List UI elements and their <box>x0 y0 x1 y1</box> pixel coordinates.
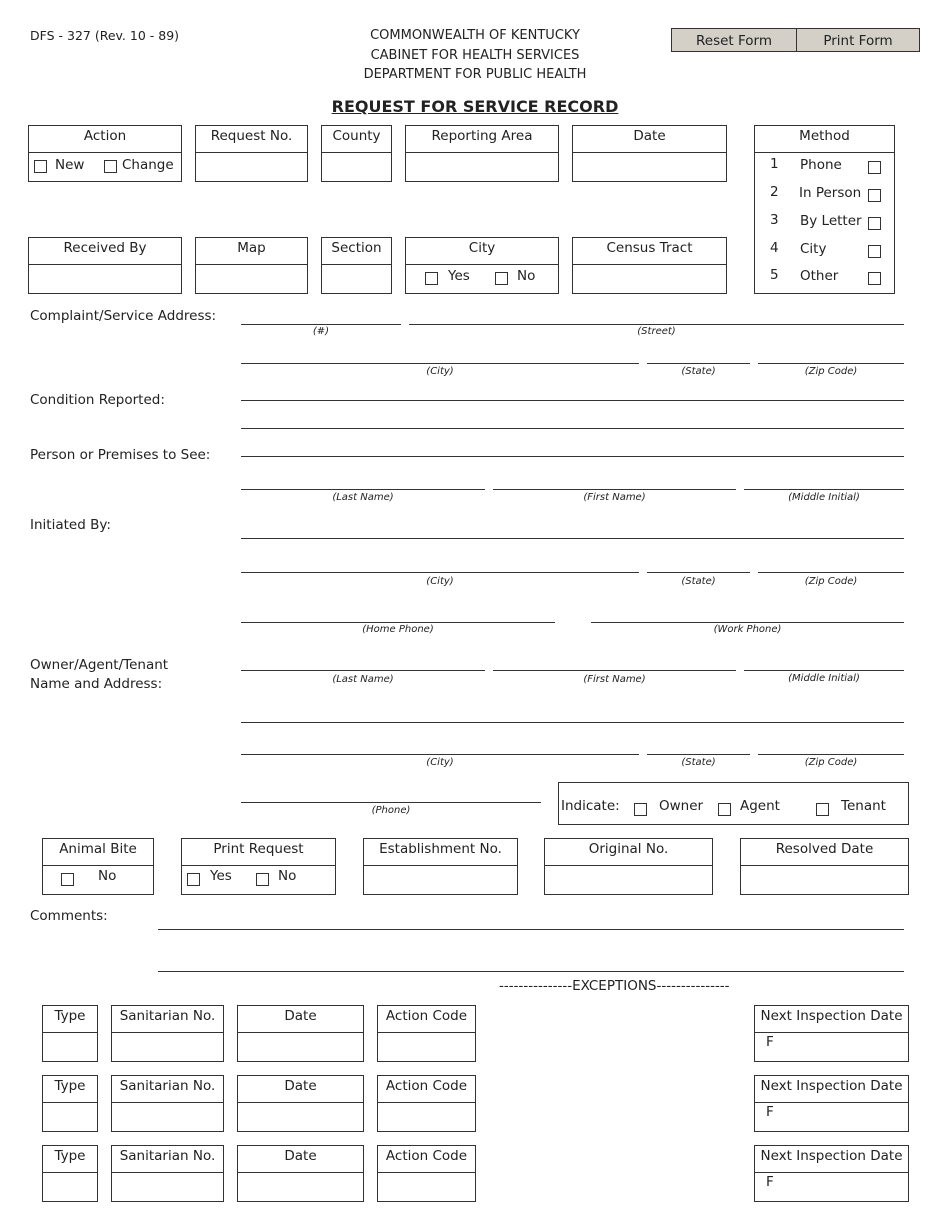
method-num-2: 2 <box>770 184 779 200</box>
caption-person-last-name: (Last Name) <box>332 492 394 503</box>
caption-owner-city: (City) <box>426 757 454 768</box>
print-request-no-label: No <box>278 868 297 884</box>
request-no-label: Request No. <box>196 126 307 153</box>
caption-street: (Street) <box>637 326 676 337</box>
original-no-field[interactable] <box>545 867 712 894</box>
indicate-label: Indicate: <box>561 798 620 814</box>
exception-type-label: Type <box>43 1076 97 1103</box>
next-inspection-box <box>754 1005 909 1062</box>
exception-sanitarian-box <box>111 1075 224 1132</box>
date-label: Date <box>573 126 726 153</box>
caption-person-first-name: (First Name) <box>583 492 646 503</box>
resolved-date-label: Resolved Date <box>741 839 908 866</box>
condition-reported-line1[interactable] <box>241 400 904 401</box>
indicate-owner-label: Owner <box>659 798 704 814</box>
city-yes-checkbox[interactable] <box>425 272 438 285</box>
indicate-agent-label: Agent <box>740 798 780 814</box>
caption-number: (#) <box>312 326 330 337</box>
person-middle-initial-field[interactable] <box>744 489 904 490</box>
initiated-by-label: Initiated By: <box>30 517 111 533</box>
exception-type-label: Type <box>43 1146 97 1173</box>
caption-state: (State) <box>681 366 716 377</box>
section-label: Section <box>322 238 391 265</box>
county-box <box>321 125 392 182</box>
print-request-yes-checkbox[interactable] <box>187 873 200 886</box>
method-other-checkbox[interactable] <box>868 272 881 285</box>
exception-type-label: Type <box>43 1006 97 1033</box>
action-new-label: New <box>55 157 85 173</box>
next-inspection-field[interactable] <box>755 1034 908 1061</box>
comments-line1[interactable] <box>158 929 904 930</box>
reset-form-button[interactable]: Reset Form <box>671 28 797 52</box>
header-department: DEPARTMENT FOR PUBLIC HEALTH <box>363 67 587 82</box>
comments-label: Comments: <box>30 908 108 924</box>
address-city-field[interactable] <box>241 363 639 364</box>
resolved-date-box <box>740 838 909 895</box>
exception-date-field[interactable] <box>238 1104 363 1131</box>
establishment-no-box <box>363 838 518 895</box>
action-change-checkbox[interactable] <box>104 160 117 173</box>
person-first-name-field[interactable] <box>493 489 736 490</box>
caption-city: (City) <box>426 366 454 377</box>
initiated-by-line[interactable] <box>241 538 904 539</box>
caption-owner-phone: (Phone) <box>371 805 411 816</box>
indicate-tenant-checkbox[interactable] <box>816 803 829 816</box>
exception-date-label: Date <box>238 1146 363 1173</box>
reporting-area-box <box>405 125 559 182</box>
indicate-tenant-label: Tenant <box>841 798 886 814</box>
comments-line2[interactable] <box>158 971 904 972</box>
caption-work-phone: (Work Phone) <box>713 624 782 635</box>
owner-city-field[interactable] <box>241 754 639 755</box>
next-inspection-label: Next Inspection Date <box>755 1146 908 1173</box>
action-box <box>28 125 182 182</box>
condition-reported-line2[interactable] <box>241 428 904 429</box>
method-label: Method <box>755 126 894 153</box>
exceptions-heading: ---------------EXCEPTIONS--------------- <box>499 978 730 994</box>
census-tract-label: Census Tract <box>573 238 726 265</box>
reporting-area-label: Reporting Area <box>406 126 558 153</box>
original-no-label: Original No. <box>545 839 712 866</box>
caption-owner-middle-initial: (Middle Initial) <box>788 673 860 684</box>
person-last-name-field[interactable] <box>241 489 485 490</box>
received-by-label: Received By <box>29 238 181 265</box>
page-title: REQUEST FOR SERVICE RECORD <box>331 97 619 116</box>
owner-label-line2: Name and Address: <box>30 676 163 692</box>
exception-type-field[interactable] <box>43 1104 97 1131</box>
method-in-person-label: In Person <box>799 185 862 201</box>
method-num-3: 3 <box>770 212 779 228</box>
caption-owner-last-name: (Last Name) <box>332 674 394 685</box>
next-inspection-value: F <box>766 1104 774 1120</box>
caption-home-phone: (Home Phone) <box>362 624 434 635</box>
work-phone-field[interactable] <box>591 622 904 623</box>
animal-bite-no-checkbox[interactable] <box>61 873 74 886</box>
establishment-no-label: Establishment No. <box>364 839 517 866</box>
exception-sanitarian-field[interactable] <box>112 1104 223 1131</box>
request-no-box <box>195 125 308 182</box>
date-field[interactable] <box>573 154 726 181</box>
caption-initiated-zip: (Zip Code) <box>804 576 858 587</box>
person-premises-label: Person or Premises to See: <box>30 447 211 463</box>
animal-bite-box <box>42 838 154 895</box>
action-new-checkbox[interactable] <box>34 160 47 173</box>
method-city-label: City <box>800 241 827 257</box>
method-city-checkbox[interactable] <box>868 245 881 258</box>
owner-first-name-field[interactable] <box>493 670 736 671</box>
census-tract-field[interactable] <box>573 266 726 293</box>
method-num-1: 1 <box>770 156 779 172</box>
city-box <box>405 237 559 294</box>
complaint-address-label: Complaint/Service Address: <box>30 308 217 324</box>
map-field[interactable] <box>196 266 307 293</box>
animal-bite-no-label: No <box>98 868 117 884</box>
form-id: DFS - 327 (Rev. 10 - 89) <box>30 28 180 43</box>
exception-action-code-field[interactable] <box>378 1174 475 1201</box>
city-label: City <box>406 238 558 265</box>
exception-sanitarian-label: Sanitarian No. <box>112 1076 223 1103</box>
address-state-field[interactable] <box>647 363 750 364</box>
method-num-4: 4 <box>770 240 779 256</box>
owner-last-name-field[interactable] <box>241 670 485 671</box>
exception-sanitarian-box <box>111 1145 224 1202</box>
next-inspection-label: Next Inspection Date <box>755 1006 908 1033</box>
request-no-field[interactable] <box>196 154 307 181</box>
address-zip-field[interactable] <box>758 363 904 364</box>
next-inspection-value: F <box>766 1174 774 1190</box>
city-yes-label: Yes <box>448 268 470 284</box>
received-by-field[interactable] <box>29 266 181 293</box>
exception-date-box <box>237 1145 364 1202</box>
city-no-checkbox[interactable] <box>495 272 508 285</box>
exception-sanitarian-label: Sanitarian No. <box>112 1006 223 1033</box>
condition-reported-label: Condition Reported: <box>30 392 165 408</box>
caption-initiated-state: (State) <box>681 576 716 587</box>
exception-action-code-field[interactable] <box>378 1104 475 1131</box>
caption-owner-first-name: (First Name) <box>583 674 646 685</box>
reporting-area-field[interactable] <box>406 154 558 181</box>
received-by-box <box>28 237 182 294</box>
caption-owner-zip: (Zip Code) <box>804 757 858 768</box>
exception-date-label: Date <box>238 1006 363 1033</box>
section-field[interactable] <box>322 266 391 293</box>
initiated-zip-field[interactable] <box>758 572 904 573</box>
exception-date-field[interactable] <box>238 1174 363 1201</box>
exception-action-code-label: Action Code <box>378 1006 475 1033</box>
owner-address-line[interactable] <box>241 722 904 723</box>
exception-type-field[interactable] <box>43 1174 97 1201</box>
exception-sanitarian-label: Sanitarian No. <box>112 1146 223 1173</box>
owner-middle-initial-field[interactable] <box>744 670 904 671</box>
exception-type-box <box>42 1145 98 1202</box>
method-box <box>754 125 895 294</box>
header-commonwealth: COMMONWEALTH OF KENTUCKY <box>370 28 580 43</box>
section-box <box>321 237 392 294</box>
indicate-box <box>558 782 909 825</box>
home-phone-field[interactable] <box>241 622 555 623</box>
exception-sanitarian-field[interactable] <box>112 1034 223 1061</box>
exception-type-box <box>42 1075 98 1132</box>
exception-action-code-field[interactable] <box>378 1034 475 1061</box>
county-field[interactable] <box>322 154 391 181</box>
owner-phone-field[interactable] <box>241 802 541 803</box>
method-num-5: 5 <box>770 267 779 283</box>
owner-zip-field[interactable] <box>758 754 904 755</box>
next-inspection-box <box>754 1145 909 1202</box>
original-no-box <box>544 838 713 895</box>
census-tract-box <box>572 237 727 294</box>
address-street-field[interactable] <box>409 324 904 325</box>
exception-sanitarian-box <box>111 1005 224 1062</box>
exception-type-field[interactable] <box>43 1034 97 1061</box>
owner-state-field[interactable] <box>647 754 750 755</box>
county-label: County <box>322 126 391 153</box>
caption-initiated-city: (City) <box>426 576 454 587</box>
method-in-person-checkbox[interactable] <box>868 189 881 202</box>
method-phone-checkbox[interactable] <box>868 161 881 174</box>
method-other-label: Other <box>800 268 839 284</box>
establishment-no-field[interactable] <box>364 867 517 894</box>
method-by-letter-checkbox[interactable] <box>868 217 881 230</box>
exception-date-box <box>237 1075 364 1132</box>
print-request-box <box>181 838 336 895</box>
print-request-no-checkbox[interactable] <box>256 873 269 886</box>
print-request-yes-label: Yes <box>210 868 232 884</box>
exception-action-code-box <box>377 1005 476 1062</box>
exception-action-code-label: Action Code <box>378 1146 475 1173</box>
next-inspection-value: F <box>766 1034 774 1050</box>
caption-owner-state: (State) <box>681 757 716 768</box>
method-by-letter-label: By Letter <box>800 213 862 229</box>
action-label: Action <box>29 126 181 153</box>
exception-date-label: Date <box>238 1076 363 1103</box>
initiated-state-field[interactable] <box>647 572 750 573</box>
map-box <box>195 237 308 294</box>
exception-date-box <box>237 1005 364 1062</box>
person-premises-line[interactable] <box>241 456 904 457</box>
indicate-owner-checkbox[interactable] <box>634 803 647 816</box>
city-no-label: No <box>517 268 536 284</box>
print-form-button[interactable]: Print Form <box>796 28 920 52</box>
exception-date-field[interactable] <box>238 1034 363 1061</box>
map-label: Map <box>196 238 307 265</box>
address-number-field[interactable] <box>241 324 401 325</box>
exception-action-code-box <box>377 1145 476 1202</box>
print-request-label: Print Request <box>182 839 335 866</box>
exception-sanitarian-field[interactable] <box>112 1174 223 1201</box>
exception-type-box <box>42 1005 98 1062</box>
action-change-label: Change <box>122 157 174 173</box>
next-inspection-box <box>754 1075 909 1132</box>
caption-person-middle-initial: (Middle Initial) <box>788 492 860 503</box>
next-inspection-label: Next Inspection Date <box>755 1076 908 1103</box>
exception-action-code-label: Action Code <box>378 1076 475 1103</box>
caption-zip: (Zip Code) <box>804 366 858 377</box>
method-phone-label: Phone <box>800 157 842 173</box>
resolved-date-field[interactable] <box>741 867 908 894</box>
header-cabinet: CABINET FOR HEALTH SERVICES <box>370 47 580 63</box>
date-box <box>572 125 727 182</box>
owner-label-line1: Owner/Agent/Tenant <box>30 657 169 673</box>
animal-bite-label: Animal Bite <box>43 839 153 866</box>
indicate-agent-checkbox[interactable] <box>718 803 731 816</box>
next-inspection-field[interactable] <box>755 1104 908 1131</box>
exception-action-code-box <box>377 1075 476 1132</box>
initiated-city-field[interactable] <box>241 572 639 573</box>
next-inspection-field[interactable] <box>755 1174 908 1201</box>
